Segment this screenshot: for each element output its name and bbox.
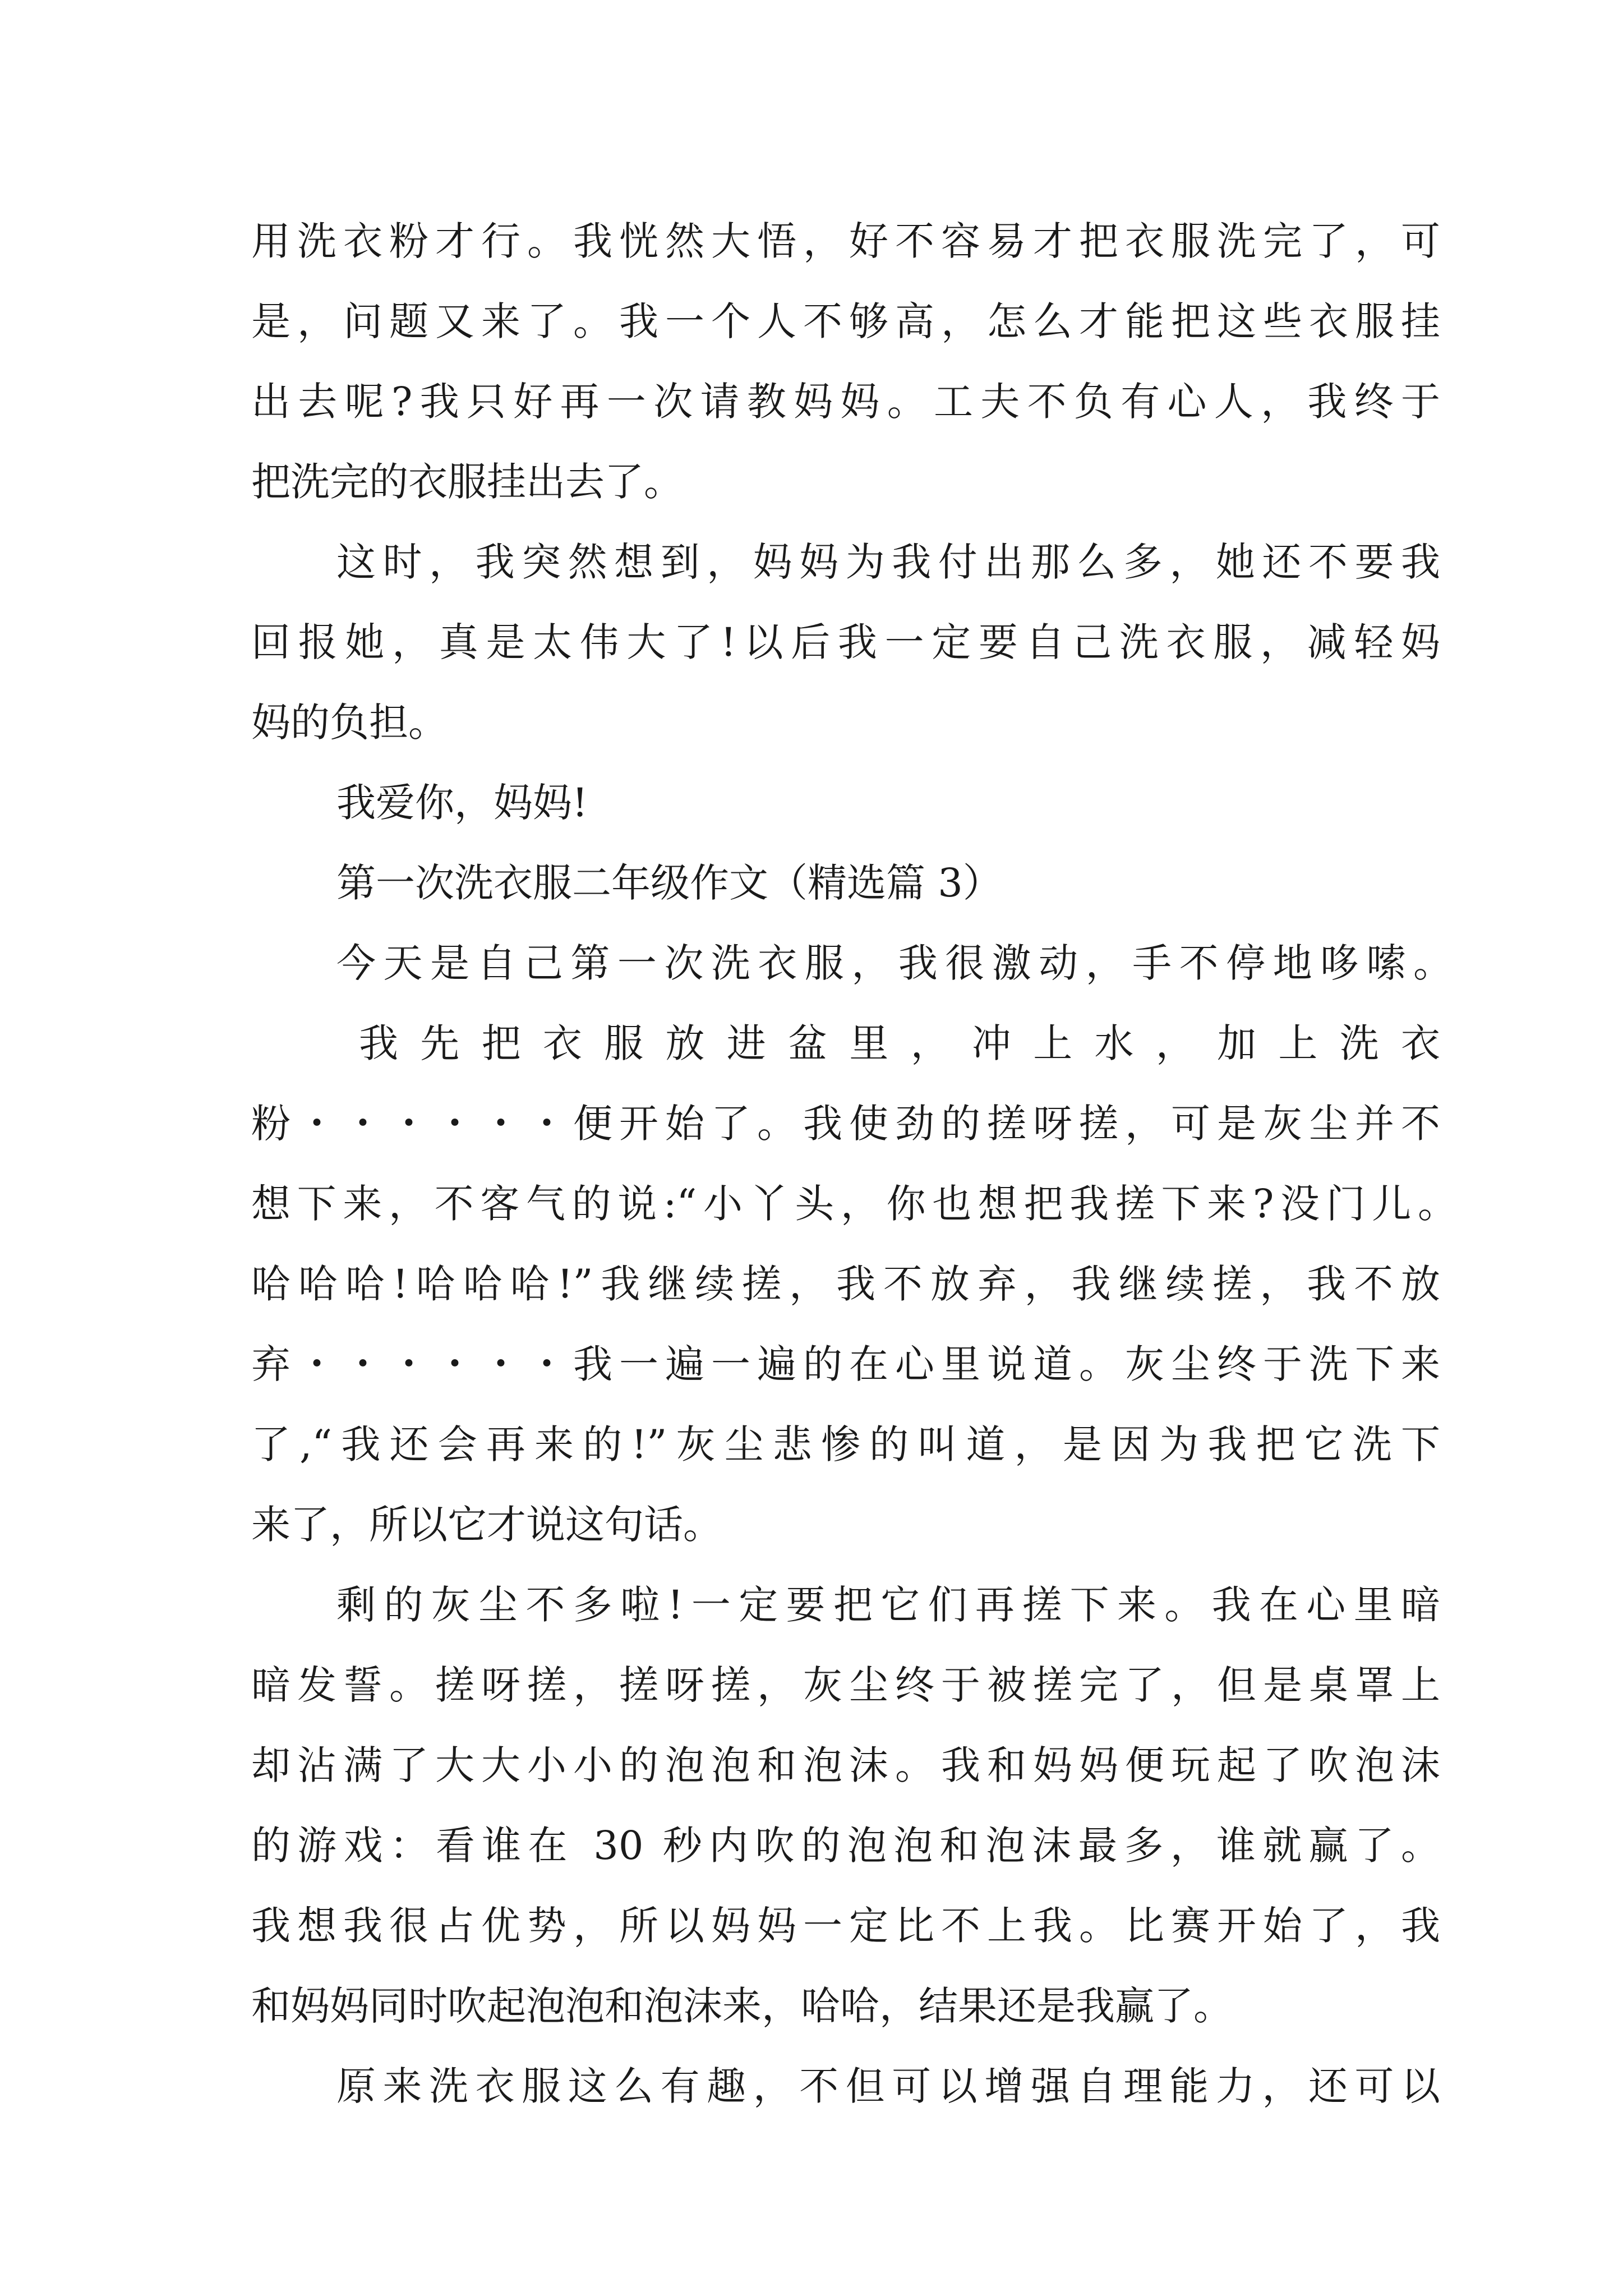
paragraph-line: 了,“我还会再来的!”灰尘悲惨的叫道，是因为我把它洗下 xyxy=(251,1421,1440,1467)
paragraph-line: 和妈妈同时吹起泡泡和泡沫来，哈哈，结果还是我赢了。 xyxy=(251,1983,1233,2029)
paragraph-line: 我 先 把 衣 服 放 进 盆 里 ， 冲 上 水 ， 加 上 洗 衣 xyxy=(359,1020,1440,1066)
paragraph-line: 剩的灰尘不多啦!一定要把它们再搓下来。我在心里暗 xyxy=(336,1582,1440,1628)
paragraph-line: 把洗完的衣服挂出去了。 xyxy=(251,459,683,505)
paragraph-line: 粉・・・・・・便开始了。我使劲的搓呀搓，可是灰尘并不 xyxy=(251,1101,1440,1147)
paragraph-line: 是，问题又来了。我一个人不够高，怎么才能把这些衣服挂 xyxy=(251,298,1440,344)
paragraph-line: 的游戏：看谁在 30 秒内吹的泡泡和泡沫最多，谁就赢了。 xyxy=(251,1823,1440,1869)
paragraph-line: 妈的负担。 xyxy=(251,700,448,746)
paragraph-line: 却沾满了大大小小的泡泡和泡沫。我和妈妈便玩起了吹泡沫 xyxy=(251,1742,1440,1788)
paragraph-line: 回报她，真是太伟大了!以后我一定要自己洗衣服，减轻妈 xyxy=(251,619,1440,665)
paragraph-line: 弃・・・・・・我一遍一遍的在心里说道。灰尘终于洗下来 xyxy=(251,1341,1440,1387)
paragraph-line: 我想我很占优势，所以妈妈一定比不上我。比赛开始了，我 xyxy=(251,1903,1440,1949)
paragraph-line: 今天是自己第一次洗衣服，我很激动，手不停地哆嗦。 xyxy=(336,940,1453,986)
paragraph-line: 想下来，不客气的说:“小丫头，你也想把我搓下来?没门儿。 xyxy=(251,1181,1457,1227)
paragraph-line: 用洗衣粉才行。我恍然大悟，好不容易才把衣服洗完了，可 xyxy=(251,218,1440,264)
section-heading: 第一次洗衣服二年级作文（精选篇 3） xyxy=(336,860,1002,906)
paragraph-line: 暗发誓。搓呀搓，搓呀搓，灰尘终于被搓完了，但是桌罩上 xyxy=(251,1662,1440,1708)
paragraph-line: 出去呢?我只好再一次请教妈妈。工夫不负有心人，我终于 xyxy=(251,379,1440,425)
paragraph-line: 哈哈哈!哈哈哈!”我继续搓，我不放弃，我继续搓，我不放 xyxy=(251,1261,1440,1307)
paragraph-line: 原来洗衣服这么有趣，不但可以增强自理能力，还可以 xyxy=(336,2063,1440,2109)
paragraph-line: 我爱你，妈妈! xyxy=(336,780,588,826)
paragraph-line: 这时，我突然想到，妈妈为我付出那么多，她还不要我 xyxy=(336,539,1440,585)
paragraph-line: 来了，所以它才说这句话。 xyxy=(251,1502,722,1548)
